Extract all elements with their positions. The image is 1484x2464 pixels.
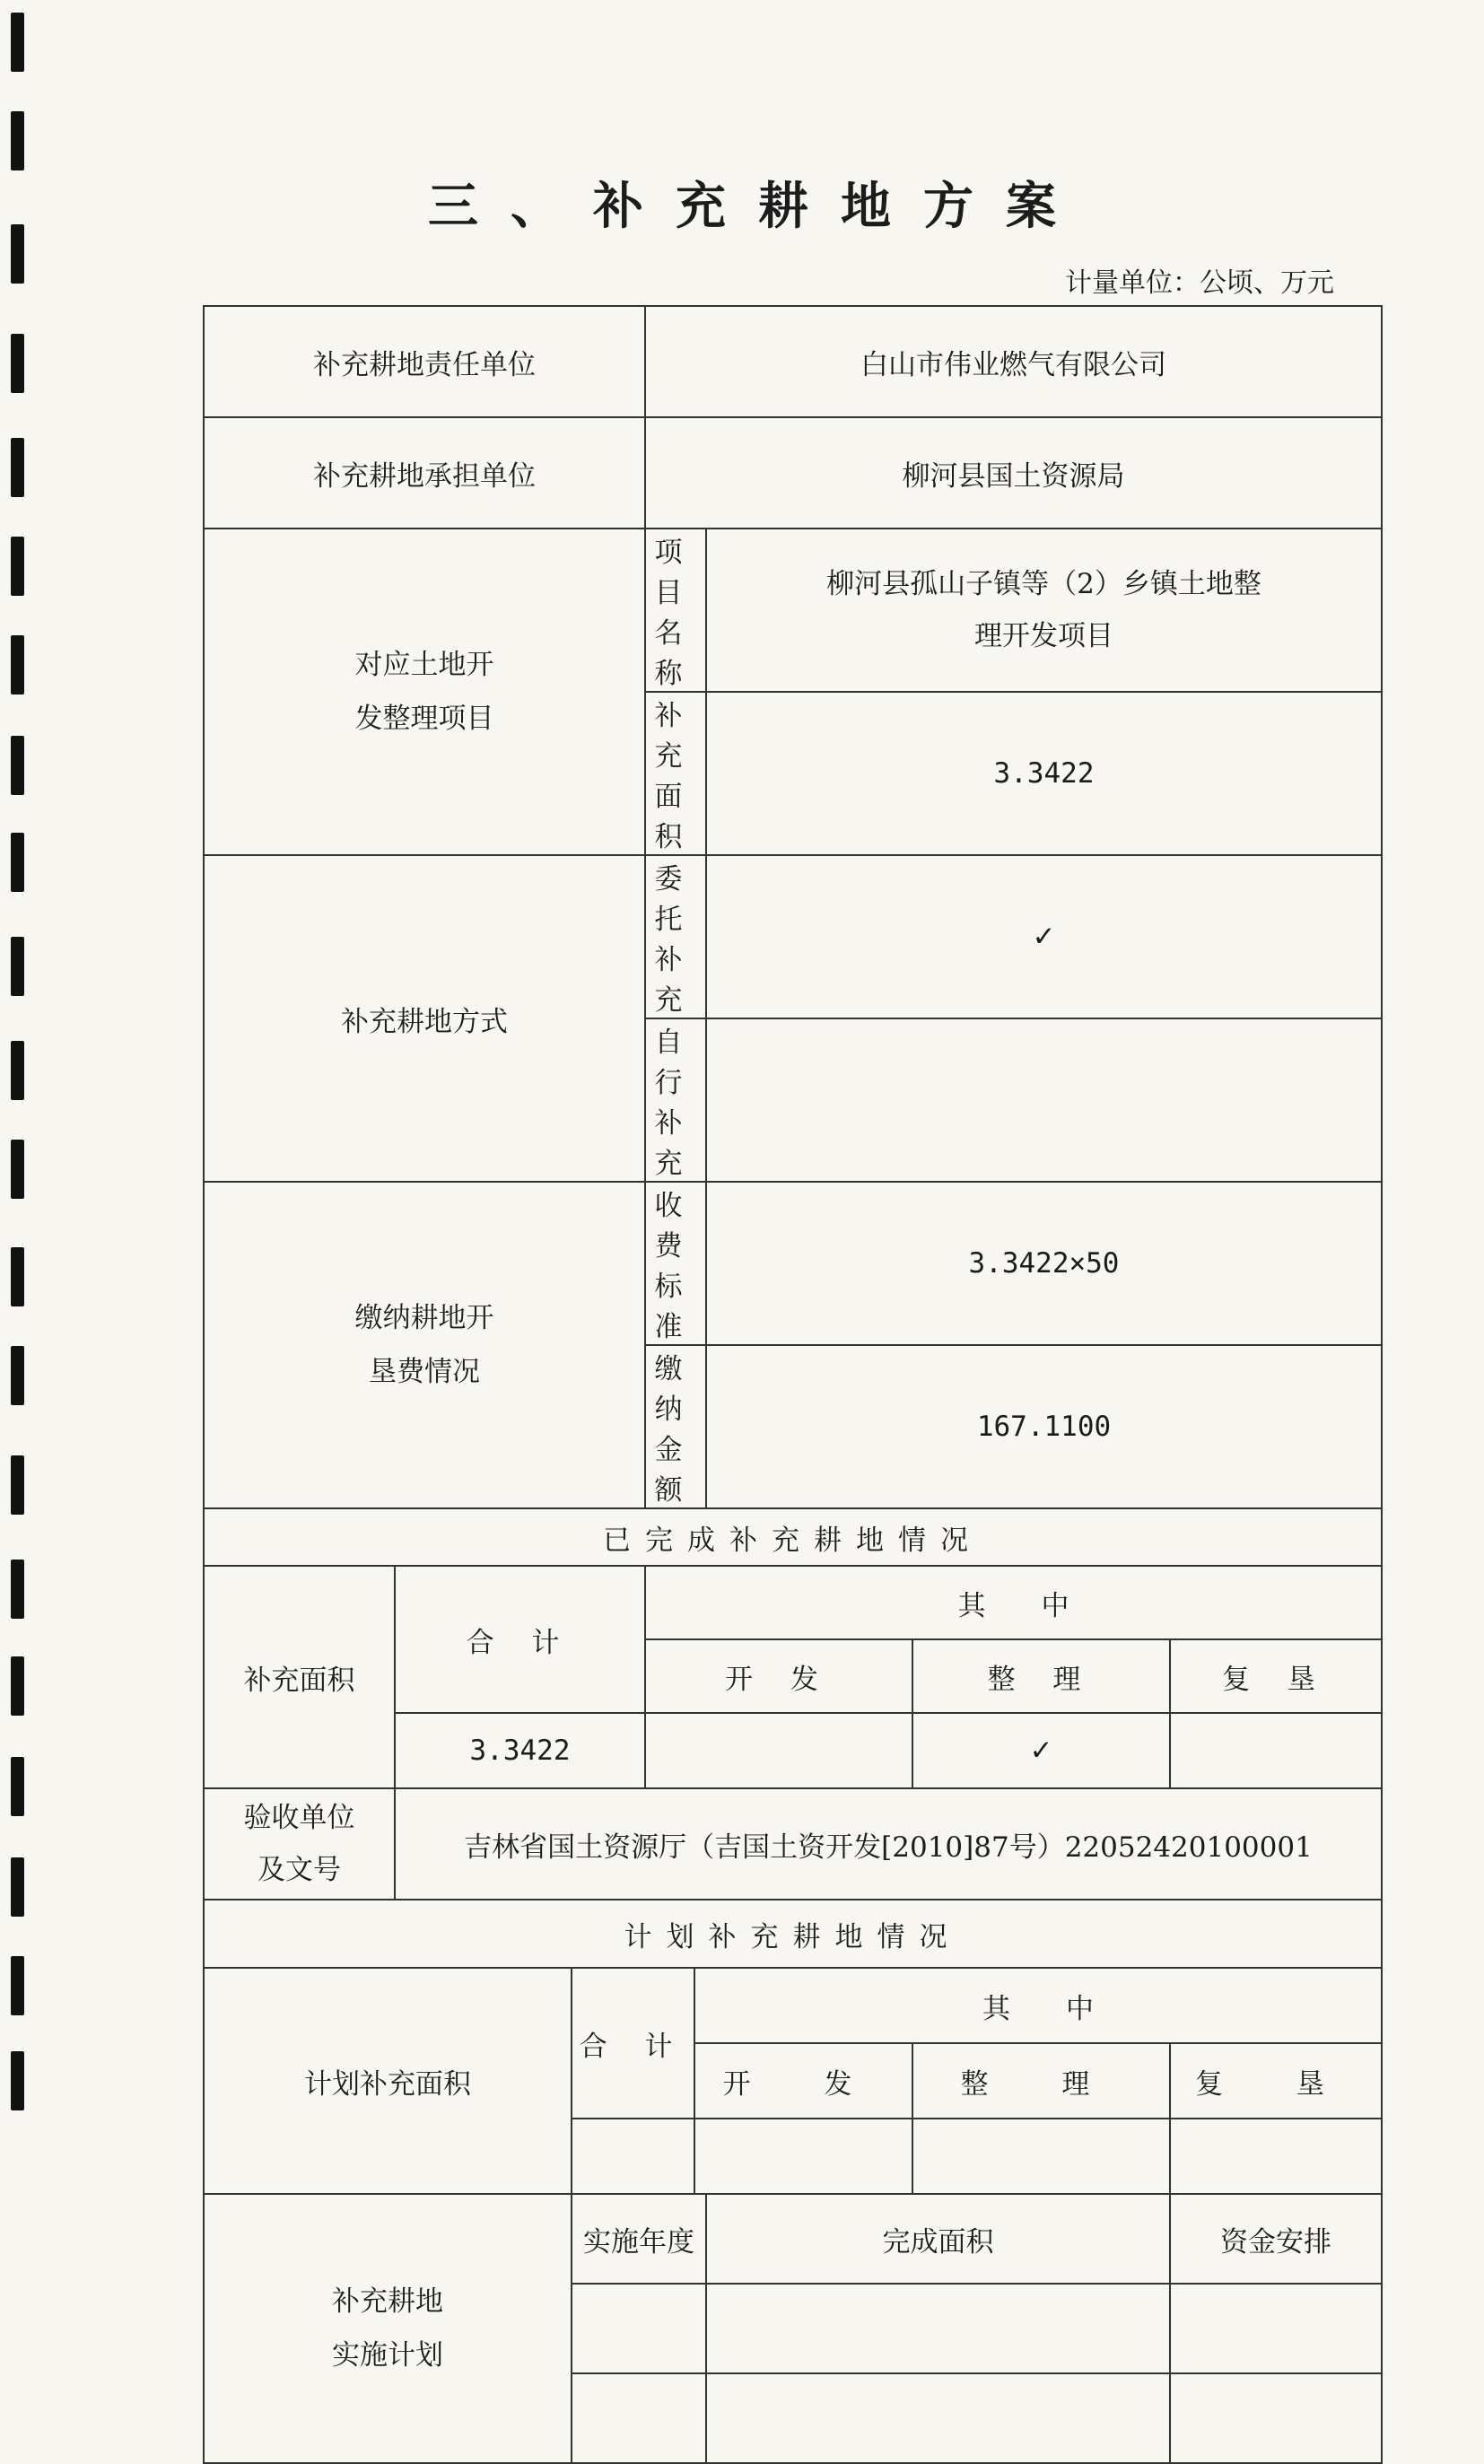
binding-mark — [11, 13, 24, 72]
binding-mark — [11, 1455, 24, 1515]
method-self-label: 自行补充 — [645, 1018, 706, 1182]
implementation-funds-cell — [1170, 2373, 1382, 2463]
project-area-label: 补充面积 — [645, 692, 706, 855]
binding-mark — [11, 1041, 24, 1100]
binding-mark — [11, 1956, 24, 2015]
binding-mark — [11, 2051, 24, 2110]
completed-arrange-label: 整 理 — [912, 1639, 1170, 1713]
planned-arrange-label: 整 理 — [912, 2043, 1170, 2119]
binding-mark — [11, 1857, 24, 1917]
project-name-line1: 柳河县孤山子镇等（2）乡镇土地整 — [826, 568, 1261, 600]
binding-mark — [11, 1560, 24, 1619]
project-label-line2: 发整理项目 — [354, 703, 494, 735]
binding-mark — [11, 1247, 24, 1306]
project-name-line2: 理开发项目 — [974, 620, 1113, 652]
implementation-funds-cell — [1170, 2284, 1382, 2373]
fee-standard-value: 3.3422×50 — [706, 1182, 1382, 1345]
method-entrusted-label: 委托补充 — [645, 855, 706, 1018]
fee-standard-label: 收费标准 — [645, 1182, 706, 1345]
acceptance-label-line2: 及文号 — [258, 1854, 341, 1886]
planned-total-value — [572, 2119, 694, 2194]
implementation-label-line1: 补充耕地 — [332, 2285, 443, 2318]
completed-arrange-value: ✓ — [912, 1713, 1170, 1788]
planned-total-label: 合 计 — [572, 1968, 694, 2119]
completed-develop-label: 开 发 — [645, 1639, 912, 1713]
responsible-unit-label: 补充耕地责任单位 — [204, 306, 645, 417]
binding-mark — [11, 833, 24, 892]
fee-label-line1: 缴纳耕地开 — [354, 1302, 494, 1334]
implementation-year-header: 实施年度 — [572, 2194, 706, 2284]
implementation-label-line2: 实施计划 — [332, 2339, 443, 2372]
completed-reclaim-label: 复 垦 — [1170, 1639, 1382, 1713]
completed-area-label: 补充面积 — [204, 1566, 395, 1788]
fee-label-line2: 垦费情况 — [369, 1356, 480, 1388]
binding-mark — [11, 111, 24, 170]
page-title: 三、补充耕地方案 — [428, 178, 1088, 236]
unit-note: 计量单位：公顷、万元 — [1065, 267, 1334, 299]
binding-mark — [11, 1757, 24, 1816]
planned-develop-label: 开 发 — [694, 2043, 912, 2119]
planned-header: 计划补充耕地情况 — [204, 1900, 1382, 1968]
planned-arrange-value — [912, 2119, 1170, 2194]
fee-label — [204, 1182, 645, 1508]
completed-header: 已完成补充耕地情况 — [204, 1508, 1382, 1566]
binding-mark — [11, 537, 24, 596]
planned-area-label: 计划补充面积 — [204, 1968, 572, 2194]
project-label-line1: 对应土地开 — [354, 649, 494, 681]
method-label: 补充耕地方式 — [204, 855, 645, 1182]
acceptance-value: 吉林省国土资源厅（吉国土资开发[2010]87号）22052420100001 — [395, 1788, 1382, 1900]
acceptance-label-line1: 验收单位 — [243, 1802, 355, 1834]
implementation-label — [204, 2194, 572, 2463]
method-entrusted-value: ✓ — [706, 855, 1382, 1018]
project-label — [204, 529, 645, 855]
completed-total-label: 合 计 — [395, 1566, 645, 1713]
binding-marks — [11, 0, 29, 2098]
supplementary-farmland-table — [203, 305, 1383, 2464]
binding-mark — [11, 937, 24, 996]
method-self-value — [706, 1018, 1382, 1182]
project-area-value: 3.3422 — [706, 692, 1382, 855]
binding-mark — [11, 334, 24, 393]
implementation-area-cell — [706, 2284, 1170, 2373]
undertaking-unit-label: 补充耕地承担单位 — [204, 417, 645, 529]
binding-mark — [11, 736, 24, 795]
binding-mark — [11, 1346, 24, 1405]
completed-among-label: 其 中 — [645, 1566, 1382, 1639]
completed-develop-value — [645, 1713, 912, 1788]
planned-among-label: 其 中 — [694, 1968, 1382, 2043]
fee-amount-label: 缴纳金额 — [645, 1345, 706, 1508]
implementation-funds-header: 资金安排 — [1170, 2194, 1382, 2284]
undertaking-unit-value: 柳河县国土资源局 — [645, 417, 1382, 529]
fee-amount-value: 167.1100 — [706, 1345, 1382, 1508]
planned-develop-value — [694, 2119, 912, 2194]
planned-reclaim-label: 复 垦 — [1170, 2043, 1382, 2119]
binding-mark — [11, 1656, 24, 1716]
binding-mark — [11, 635, 24, 695]
completed-reclaim-value — [1170, 1713, 1382, 1788]
project-name-label: 项目名称 — [645, 529, 706, 692]
project-name-value — [706, 529, 1382, 692]
responsible-unit-value: 白山市伟业燃气有限公司 — [645, 306, 1382, 417]
implementation-area-header: 完成面积 — [706, 2194, 1170, 2284]
implementation-area-cell — [706, 2373, 1170, 2463]
implementation-year-cell — [572, 2373, 706, 2463]
binding-mark — [11, 1140, 24, 1199]
completed-total-value: 3.3422 — [395, 1713, 645, 1788]
binding-mark — [11, 438, 24, 497]
acceptance-label — [204, 1788, 395, 1900]
implementation-year-cell — [572, 2284, 706, 2373]
planned-reclaim-value — [1170, 2119, 1382, 2194]
